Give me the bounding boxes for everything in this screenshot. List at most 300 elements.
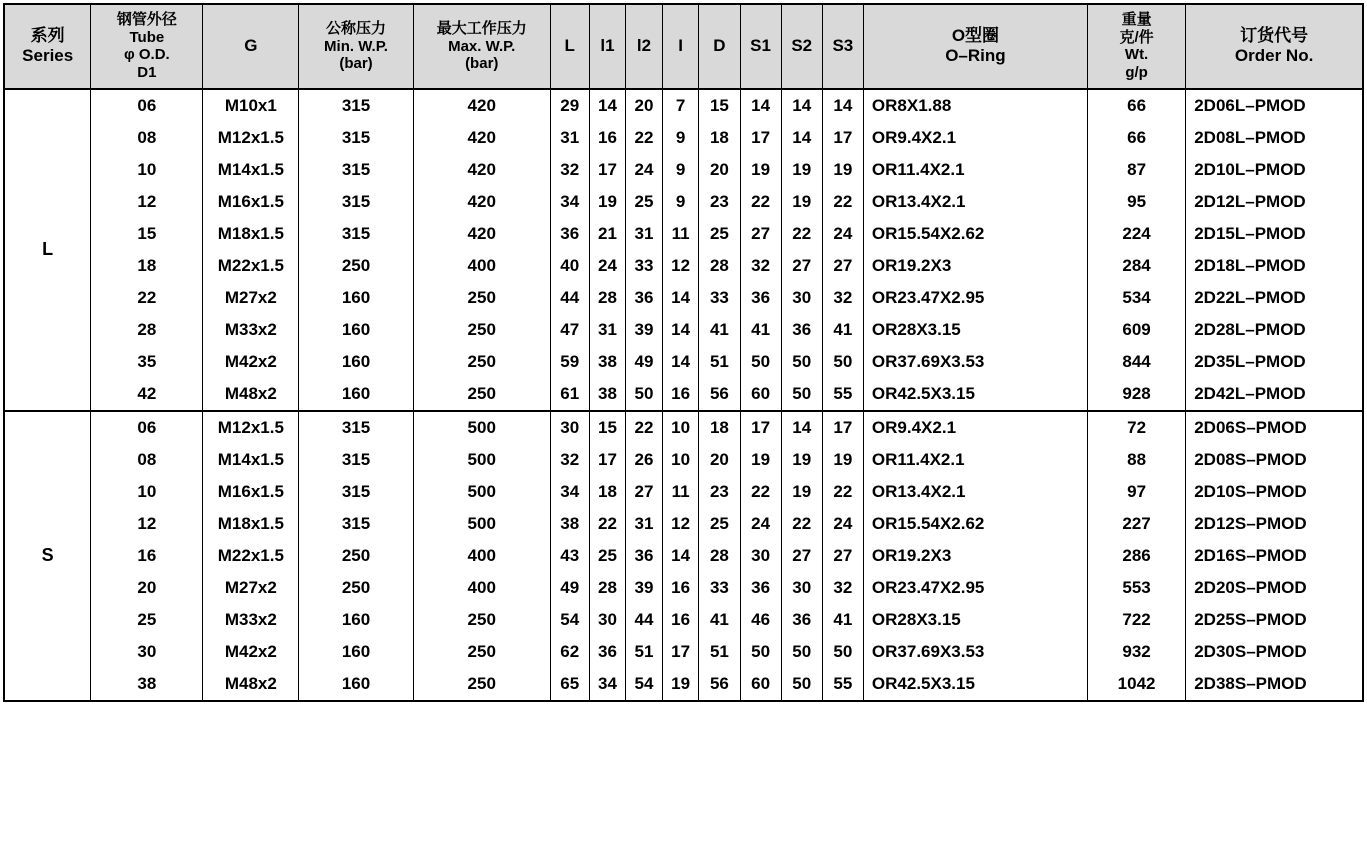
cell-dim-S2: 36 bbox=[781, 314, 822, 346]
cell-dim-D: 18 bbox=[699, 122, 740, 154]
cell-thread-g: M42x2 bbox=[203, 346, 299, 378]
cell-o-ring: OR11.4X2.1 bbox=[863, 154, 1087, 186]
cell-len-l1: 16 bbox=[589, 122, 626, 154]
cell-dim-S2: 50 bbox=[781, 636, 822, 668]
cell-order-no: 2D10S–PMOD bbox=[1194, 481, 1307, 501]
cell-dim-S3: 17 bbox=[822, 122, 863, 154]
cell-len-l1: 34 bbox=[589, 668, 626, 701]
cell-o-ring: OR19.2X3 bbox=[863, 250, 1087, 282]
cell-dim-S2: 19 bbox=[781, 476, 822, 508]
cell-dim-D: 41 bbox=[699, 314, 740, 346]
column-header-line: Order No. bbox=[1234, 46, 1314, 66]
cell-len-I: 9 bbox=[662, 154, 699, 186]
cell-len-L: 32 bbox=[550, 154, 589, 186]
cell-dim-S2: 30 bbox=[781, 282, 822, 314]
cell-dim-S1: 50 bbox=[740, 636, 781, 668]
table-row bbox=[4, 444, 1363, 476]
cell-len-L: 62 bbox=[550, 636, 589, 668]
column-header-line: L bbox=[564, 36, 575, 56]
column-header-line: I bbox=[678, 36, 683, 56]
cell-dim-S2: 14 bbox=[781, 89, 822, 122]
cell-order-no: 2D12L–PMOD bbox=[1194, 191, 1306, 211]
cell-o-ring: OR9.4X2.1 bbox=[863, 122, 1087, 154]
cell-o-ring: OR37.69X3.53 bbox=[863, 636, 1087, 668]
cell-thread-g: M18x1.5 bbox=[203, 508, 299, 540]
cell-dim-S3: 27 bbox=[822, 250, 863, 282]
cell-dim-D: 23 bbox=[699, 476, 740, 508]
cell-thread-g: M42x2 bbox=[203, 636, 299, 668]
cell-dim-D: 56 bbox=[699, 378, 740, 411]
cell-dim-D: 41 bbox=[699, 604, 740, 636]
cell-thread-g: M27x2 bbox=[203, 572, 299, 604]
cell-weight: 534 bbox=[1087, 282, 1185, 314]
cell-dim-S1: 19 bbox=[740, 444, 781, 476]
table-row bbox=[4, 476, 1363, 508]
cell-dim-S3: 50 bbox=[822, 636, 863, 668]
column-header-line: S3 bbox=[832, 36, 854, 56]
cell-max-working-pressure: 250 bbox=[413, 668, 550, 701]
cell-len-L: 29 bbox=[550, 89, 589, 122]
cell-dim-D: 20 bbox=[699, 444, 740, 476]
cell-dim-S1: 24 bbox=[740, 508, 781, 540]
cell-max-working-pressure: 500 bbox=[413, 476, 550, 508]
column-header-line: (bar) bbox=[465, 55, 499, 73]
cell-len-I: 11 bbox=[662, 218, 699, 250]
cell-dim-S1: 46 bbox=[740, 604, 781, 636]
table-row bbox=[4, 540, 1363, 572]
cell-len-l1: 36 bbox=[589, 636, 626, 668]
cell-order-no: 2D16S–PMOD bbox=[1194, 545, 1307, 565]
cell-o-ring: OR19.2X3 bbox=[863, 540, 1087, 572]
cell-weight: 286 bbox=[1087, 540, 1185, 572]
cell-nominal-pressure: 160 bbox=[299, 378, 413, 411]
cell-dim-S2: 19 bbox=[781, 154, 822, 186]
column-header-S1 bbox=[740, 4, 781, 89]
cell-thread-g: M22x1.5 bbox=[203, 540, 299, 572]
cell-dim-S3: 24 bbox=[822, 218, 863, 250]
cell-tube-od: 38 bbox=[91, 668, 203, 701]
cell-nominal-pressure: 250 bbox=[299, 250, 413, 282]
cell-weight: 95 bbox=[1087, 186, 1185, 218]
cell-dim-S2: 27 bbox=[781, 540, 822, 572]
column-header-line: G bbox=[244, 36, 258, 56]
cell-dim-S2: 50 bbox=[781, 346, 822, 378]
cell-nominal-pressure: 315 bbox=[299, 476, 413, 508]
cell-weight: 844 bbox=[1087, 346, 1185, 378]
cell-len-l1: 17 bbox=[589, 444, 626, 476]
cell-thread-g: M14x1.5 bbox=[203, 154, 299, 186]
cell-dim-S1: 30 bbox=[740, 540, 781, 572]
series-cell-s: S bbox=[4, 411, 91, 701]
cell-len-I: 7 bbox=[662, 89, 699, 122]
cell-dim-D: 28 bbox=[699, 540, 740, 572]
cell-nominal-pressure: 160 bbox=[299, 282, 413, 314]
cell-tube-od: 06 bbox=[91, 411, 203, 444]
cell-max-working-pressure: 420 bbox=[413, 122, 550, 154]
column-header-line: Wt. bbox=[1124, 46, 1149, 64]
cell-len-l1: 28 bbox=[589, 282, 626, 314]
cell-weight: 66 bbox=[1087, 122, 1185, 154]
column-header-line: S2 bbox=[791, 36, 813, 56]
cell-max-working-pressure: 500 bbox=[413, 444, 550, 476]
cell-o-ring: OR8X1.88 bbox=[863, 89, 1087, 122]
cell-max-working-pressure: 420 bbox=[413, 186, 550, 218]
cell-o-ring: OR15.54X2.62 bbox=[863, 218, 1087, 250]
cell-thread-g: M48x2 bbox=[203, 668, 299, 701]
cell-o-ring: OR23.47X2.95 bbox=[863, 282, 1087, 314]
cell-len-L: 30 bbox=[550, 411, 589, 444]
cell-o-ring: OR13.4X2.1 bbox=[863, 186, 1087, 218]
cell-order-no: 2D06L–PMOD bbox=[1194, 95, 1306, 115]
cell-len-L: 61 bbox=[550, 378, 589, 411]
cell-thread-g: M12x1.5 bbox=[203, 122, 299, 154]
table-row bbox=[4, 636, 1363, 668]
cell-thread-g: M16x1.5 bbox=[203, 186, 299, 218]
cell-len-l1: 17 bbox=[589, 154, 626, 186]
cell-len-l2: 39 bbox=[626, 314, 663, 346]
cell-dim-S3: 14 bbox=[822, 89, 863, 122]
cell-nominal-pressure: 250 bbox=[299, 540, 413, 572]
cell-dim-S1: 22 bbox=[740, 476, 781, 508]
cell-order-no: 2D22L–PMOD bbox=[1194, 287, 1306, 307]
table-row bbox=[4, 604, 1363, 636]
column-header-line: l2 bbox=[636, 36, 652, 56]
cell-len-l2: 44 bbox=[626, 604, 663, 636]
cell-max-working-pressure: 500 bbox=[413, 411, 550, 444]
cell-max-working-pressure: 420 bbox=[413, 89, 550, 122]
cell-weight: 88 bbox=[1087, 444, 1185, 476]
table-row bbox=[4, 250, 1363, 282]
cell-len-l2: 39 bbox=[626, 572, 663, 604]
table-row bbox=[4, 411, 1363, 444]
column-header-weight bbox=[1087, 4, 1185, 89]
cell-order-no: 2D20S–PMOD bbox=[1194, 577, 1307, 597]
column-header-S2 bbox=[781, 4, 822, 89]
cell-max-working-pressure: 400 bbox=[413, 540, 550, 572]
cell-tube-od: 12 bbox=[91, 186, 203, 218]
cell-len-I: 14 bbox=[662, 282, 699, 314]
table-row bbox=[4, 282, 1363, 314]
column-header-line: 克/件 bbox=[1119, 28, 1154, 46]
cell-len-l2: 33 bbox=[626, 250, 663, 282]
cell-dim-S2: 14 bbox=[781, 122, 822, 154]
cell-thread-g: M33x2 bbox=[203, 604, 299, 636]
cell-dim-S1: 60 bbox=[740, 668, 781, 701]
cell-len-I: 9 bbox=[662, 186, 699, 218]
cell-len-I: 16 bbox=[662, 604, 699, 636]
cell-len-l1: 19 bbox=[589, 186, 626, 218]
cell-len-I: 16 bbox=[662, 378, 699, 411]
cell-order-no: 2D28L–PMOD bbox=[1194, 319, 1306, 339]
cell-o-ring: OR13.4X2.1 bbox=[863, 476, 1087, 508]
cell-dim-D: 33 bbox=[699, 282, 740, 314]
cell-len-L: 47 bbox=[550, 314, 589, 346]
cell-len-l2: 25 bbox=[626, 186, 663, 218]
cell-len-l1: 21 bbox=[589, 218, 626, 250]
cell-order-no: 2D12S–PMOD bbox=[1194, 513, 1307, 533]
cell-dim-D: 20 bbox=[699, 154, 740, 186]
cell-len-l2: 22 bbox=[626, 411, 663, 444]
cell-order-no: 2D15L–PMOD bbox=[1194, 223, 1306, 243]
cell-dim-D: 18 bbox=[699, 411, 740, 444]
cell-len-l2: 27 bbox=[626, 476, 663, 508]
cell-len-L: 34 bbox=[550, 476, 589, 508]
cell-nominal-pressure: 160 bbox=[299, 636, 413, 668]
cell-len-l2: 36 bbox=[626, 540, 663, 572]
cell-thread-g: M22x1.5 bbox=[203, 250, 299, 282]
cell-nominal-pressure: 250 bbox=[299, 572, 413, 604]
cell-weight: 928 bbox=[1087, 378, 1185, 411]
cell-len-L: 34 bbox=[550, 186, 589, 218]
table-row bbox=[4, 218, 1363, 250]
cell-len-l2: 50 bbox=[626, 378, 663, 411]
cell-len-L: 32 bbox=[550, 444, 589, 476]
cell-tube-od: 42 bbox=[91, 378, 203, 411]
table-row bbox=[4, 378, 1363, 411]
cell-dim-S3: 32 bbox=[822, 282, 863, 314]
cell-thread-g: M12x1.5 bbox=[203, 411, 299, 444]
cell-dim-S3: 50 bbox=[822, 346, 863, 378]
column-header-line: 公称压力 bbox=[326, 19, 387, 37]
table-row bbox=[4, 314, 1363, 346]
cell-len-l1: 38 bbox=[589, 346, 626, 378]
cell-weight: 1042 bbox=[1087, 668, 1185, 701]
cell-nominal-pressure: 160 bbox=[299, 668, 413, 701]
cell-dim-D: 25 bbox=[699, 218, 740, 250]
cell-len-I: 12 bbox=[662, 250, 699, 282]
cell-len-l1: 18 bbox=[589, 476, 626, 508]
cell-dim-S1: 36 bbox=[740, 572, 781, 604]
cell-len-I: 17 bbox=[662, 636, 699, 668]
cell-len-L: 44 bbox=[550, 282, 589, 314]
cell-len-L: 38 bbox=[550, 508, 589, 540]
cell-len-l1: 22 bbox=[589, 508, 626, 540]
cell-dim-S2: 50 bbox=[781, 378, 822, 411]
cell-order-no: 2D10L–PMOD bbox=[1194, 159, 1306, 179]
cell-weight: 224 bbox=[1087, 218, 1185, 250]
cell-dim-S1: 32 bbox=[740, 250, 781, 282]
cell-o-ring: OR37.69X3.53 bbox=[863, 346, 1087, 378]
cell-tube-od: 35 bbox=[91, 346, 203, 378]
cell-dim-D: 25 bbox=[699, 508, 740, 540]
cell-dim-D: 28 bbox=[699, 250, 740, 282]
cell-len-I: 9 bbox=[662, 122, 699, 154]
table-row bbox=[4, 508, 1363, 540]
cell-dim-D: 33 bbox=[699, 572, 740, 604]
cell-dim-S2: 22 bbox=[781, 218, 822, 250]
cell-tube-od: 25 bbox=[91, 604, 203, 636]
cell-dim-S2: 19 bbox=[781, 444, 822, 476]
cell-len-L: 31 bbox=[550, 122, 589, 154]
column-header-l1 bbox=[589, 4, 626, 89]
cell-tube-od: 22 bbox=[91, 282, 203, 314]
column-header-line: 系列 bbox=[30, 26, 65, 46]
cell-len-I: 12 bbox=[662, 508, 699, 540]
cell-thread-g: M33x2 bbox=[203, 314, 299, 346]
cell-o-ring: OR11.4X2.1 bbox=[863, 444, 1087, 476]
cell-dim-S1: 41 bbox=[740, 314, 781, 346]
cell-dim-S2: 27 bbox=[781, 250, 822, 282]
cell-o-ring: OR42.5X3.15 bbox=[863, 668, 1087, 701]
cell-weight: 609 bbox=[1087, 314, 1185, 346]
cell-o-ring: OR23.47X2.95 bbox=[863, 572, 1087, 604]
cell-max-working-pressure: 250 bbox=[413, 346, 550, 378]
cell-nominal-pressure: 315 bbox=[299, 444, 413, 476]
cell-len-l2: 20 bbox=[626, 89, 663, 122]
cell-weight: 227 bbox=[1087, 508, 1185, 540]
cell-weight: 66 bbox=[1087, 89, 1185, 122]
cell-order-no: 2D06S–PMOD bbox=[1194, 417, 1307, 437]
cell-dim-S3: 17 bbox=[822, 411, 863, 444]
cell-nominal-pressure: 315 bbox=[299, 508, 413, 540]
cell-len-L: 59 bbox=[550, 346, 589, 378]
cell-dim-S3: 41 bbox=[822, 314, 863, 346]
cell-max-working-pressure: 400 bbox=[413, 572, 550, 604]
cell-tube-od: 10 bbox=[91, 154, 203, 186]
cell-nominal-pressure: 160 bbox=[299, 346, 413, 378]
cell-len-l2: 49 bbox=[626, 346, 663, 378]
cell-order-no: 2D30S–PMOD bbox=[1194, 641, 1307, 661]
cell-len-l1: 30 bbox=[589, 604, 626, 636]
cell-dim-S3: 55 bbox=[822, 668, 863, 701]
column-header-line: 最大工作压力 bbox=[436, 19, 527, 37]
cell-len-l2: 54 bbox=[626, 668, 663, 701]
column-header-line: Series bbox=[22, 46, 74, 66]
cell-o-ring: OR28X3.15 bbox=[863, 314, 1087, 346]
column-header-line: φ O.D. bbox=[123, 46, 170, 64]
cell-len-l2: 26 bbox=[626, 444, 663, 476]
cell-thread-g: M18x1.5 bbox=[203, 218, 299, 250]
column-header-line: 重量 bbox=[1121, 11, 1152, 28]
cell-weight: 284 bbox=[1087, 250, 1185, 282]
table-row bbox=[4, 122, 1363, 154]
cell-dim-S2: 30 bbox=[781, 572, 822, 604]
cell-dim-S3: 19 bbox=[822, 444, 863, 476]
cell-tube-od: 16 bbox=[91, 540, 203, 572]
cell-len-L: 36 bbox=[550, 218, 589, 250]
table-header-row bbox=[4, 4, 1363, 89]
column-header-line: 钢管外径 bbox=[116, 11, 177, 28]
column-header-line: Min. W.P. bbox=[324, 37, 388, 55]
column-header-tube_od bbox=[91, 4, 203, 89]
column-header-line: 订货代号 bbox=[1240, 26, 1309, 46]
column-header-line: O–Ring bbox=[945, 46, 1006, 66]
cell-o-ring: OR15.54X2.62 bbox=[863, 508, 1087, 540]
series-cell-l: L bbox=[4, 89, 91, 411]
cell-len-l1: 15 bbox=[589, 411, 626, 444]
cell-tube-od: 08 bbox=[91, 122, 203, 154]
cell-order-no: 2D25S–PMOD bbox=[1194, 609, 1307, 629]
cell-len-l2: 22 bbox=[626, 122, 663, 154]
cell-len-I: 10 bbox=[662, 444, 699, 476]
cell-dim-S1: 19 bbox=[740, 154, 781, 186]
cell-tube-od: 28 bbox=[91, 314, 203, 346]
cell-thread-g: M27x2 bbox=[203, 282, 299, 314]
cell-thread-g: M10x1 bbox=[203, 89, 299, 122]
cell-max-working-pressure: 250 bbox=[413, 636, 550, 668]
specification-table bbox=[3, 3, 1364, 702]
cell-len-I: 14 bbox=[662, 346, 699, 378]
column-header-I bbox=[662, 4, 699, 89]
column-header-line: D bbox=[713, 36, 726, 56]
cell-max-working-pressure: 420 bbox=[413, 154, 550, 186]
cell-nominal-pressure: 160 bbox=[299, 604, 413, 636]
cell-dim-S2: 36 bbox=[781, 604, 822, 636]
cell-weight: 87 bbox=[1087, 154, 1185, 186]
cell-len-l2: 24 bbox=[626, 154, 663, 186]
cell-dim-D: 15 bbox=[699, 89, 740, 122]
cell-len-l1: 31 bbox=[589, 314, 626, 346]
cell-order-no: 2D35L–PMOD bbox=[1194, 351, 1306, 371]
cell-dim-S2: 19 bbox=[781, 186, 822, 218]
cell-len-l2: 51 bbox=[626, 636, 663, 668]
cell-nominal-pressure: 315 bbox=[299, 186, 413, 218]
cell-order-no: 2D38S–PMOD bbox=[1186, 668, 1363, 701]
column-header-nominal_pressure bbox=[299, 4, 413, 89]
cell-len-L: 43 bbox=[550, 540, 589, 572]
cell-dim-S2: 14 bbox=[781, 411, 822, 444]
cell-len-l1: 28 bbox=[589, 572, 626, 604]
cell-tube-od: 06 bbox=[91, 89, 203, 122]
cell-weight: 932 bbox=[1087, 636, 1185, 668]
column-header-S3 bbox=[822, 4, 863, 89]
cell-len-l1: 14 bbox=[589, 89, 626, 122]
cell-dim-D: 23 bbox=[699, 186, 740, 218]
cell-len-I: 16 bbox=[662, 572, 699, 604]
cell-dim-S3: 24 bbox=[822, 508, 863, 540]
column-header-line: Max. W.P. bbox=[448, 37, 516, 55]
table-row bbox=[4, 154, 1363, 186]
cell-len-I: 19 bbox=[662, 668, 699, 701]
table-row bbox=[4, 346, 1363, 378]
column-header-D bbox=[699, 4, 740, 89]
cell-dim-S1: 17 bbox=[740, 122, 781, 154]
cell-weight: 722 bbox=[1087, 604, 1185, 636]
column-header-series bbox=[4, 4, 91, 89]
column-header-line: S1 bbox=[750, 36, 771, 56]
cell-len-L: 49 bbox=[550, 572, 589, 604]
cell-dim-S1: 17 bbox=[740, 411, 781, 444]
cell-max-working-pressure: 500 bbox=[413, 508, 550, 540]
cell-thread-g: M14x1.5 bbox=[203, 444, 299, 476]
cell-max-working-pressure: 420 bbox=[413, 218, 550, 250]
cell-dim-D: 56 bbox=[699, 668, 740, 701]
cell-dim-S2: 22 bbox=[781, 508, 822, 540]
column-header-line: g/p bbox=[1125, 64, 1148, 82]
cell-tube-od: 15 bbox=[91, 218, 203, 250]
column-header-l2 bbox=[626, 4, 663, 89]
cell-order-no: 2D42L–PMOD bbox=[1186, 378, 1363, 411]
cell-o-ring: OR9.4X2.1 bbox=[863, 411, 1087, 444]
cell-len-L: 54 bbox=[550, 604, 589, 636]
cell-dim-S3: 27 bbox=[822, 540, 863, 572]
cell-len-l2: 31 bbox=[626, 508, 663, 540]
column-header-order_no bbox=[1186, 4, 1363, 89]
cell-tube-od: 10 bbox=[91, 476, 203, 508]
table-row bbox=[4, 186, 1363, 218]
cell-len-l1: 38 bbox=[589, 378, 626, 411]
cell-dim-S3: 32 bbox=[822, 572, 863, 604]
cell-dim-S3: 22 bbox=[822, 476, 863, 508]
cell-max-working-pressure: 400 bbox=[413, 250, 550, 282]
cell-o-ring: OR28X3.15 bbox=[863, 604, 1087, 636]
column-header-L bbox=[550, 4, 589, 89]
cell-tube-od: 20 bbox=[91, 572, 203, 604]
cell-len-L: 65 bbox=[550, 668, 589, 701]
cell-dim-S1: 14 bbox=[740, 89, 781, 122]
cell-len-I: 14 bbox=[662, 314, 699, 346]
cell-nominal-pressure: 315 bbox=[299, 122, 413, 154]
